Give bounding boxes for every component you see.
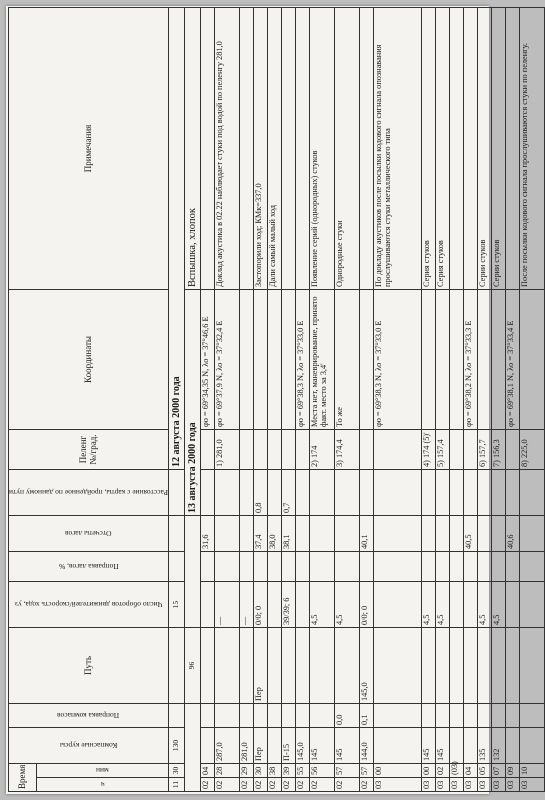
header-hours: ч [37,778,169,792]
log-correction-cell [360,552,374,582]
number-96: 96 [185,628,201,704]
bearing-cell [450,430,464,470]
minute-cell: 30 [254,764,268,778]
rpm-speed-cell: 39/39; 6 [282,582,296,628]
coordinates-cell: φo = 69°38,2 N, λo = 37°33,3 E [464,290,478,430]
log-reading-cell: 40,1 [360,516,374,552]
log-entry-row [506,7,520,791]
distance-cell: 0,7 [282,470,296,516]
header-time: Время [9,764,37,792]
distance-cell [520,470,545,516]
notes-cell: Серия стуков [422,7,436,289]
date-row-13-august [185,7,201,791]
log-correction-cell [374,552,422,582]
log-correction-cell [492,552,506,582]
compass-correction-cell [254,704,268,728]
col-number [169,552,185,582]
compass-course-cell [268,728,282,764]
compass-correction-cell: 0,0 [335,704,360,728]
compass-correction-cell [492,704,506,728]
bearing-cell: 2) 174 [310,430,335,470]
log-entry-row [464,7,478,791]
compass-course-cell: 287,0 [215,728,240,764]
log-correction-cell [464,552,478,582]
log-entry-row [450,7,464,791]
coordinates-cell: φo = 69°34,35 N, λo = 37°46,6 E [201,290,215,430]
coordinates-cell: φo = 69°38,3 N, λo = 37°33,0 E [374,290,422,430]
compass-correction-cell [201,704,215,728]
path-cell [464,628,478,704]
log-correction-cell [506,552,520,582]
notes-cell: Застопорили ход; КМк=337,0 [254,7,268,289]
compass-correction-cell [240,704,254,728]
path-cell [335,628,360,704]
notes-cell: Однородные стуки [335,7,360,289]
hour-cell: 03 [436,778,450,792]
minute-cell: 09 [506,764,520,778]
notes-cell [240,7,254,289]
distance-cell [492,470,506,516]
path-cell [450,628,464,704]
compass-course-cell [520,728,545,764]
compass-course-cell: 144,0 [360,728,374,764]
bearing-cell: 1) 281,0 [215,430,240,470]
distance-cell: 0,8 [254,470,268,516]
log-entry-row [282,7,296,791]
compass-course-cell: П-15 [282,728,296,764]
path-cell [492,628,506,704]
rpm-speed-cell: 4,5 [492,582,506,628]
compass-correction-cell [374,704,422,728]
header-log-correction: Поправка лагов, % [9,552,169,582]
header-compass-correction: Поправка компасов [9,704,169,728]
log-correction-cell [215,552,240,582]
path-cell [240,628,254,704]
col-number: 15 [169,582,185,628]
path-cell [422,628,436,704]
notes-cell: Серия стуков [436,7,450,289]
coordinates-cell [360,290,374,430]
coordinates-cell: Места нет, маневрирование, принято факт. место за 3,4' [310,290,335,430]
log-reading-cell [296,516,310,552]
minute-cell: 56 [310,764,335,778]
minute-cell: 38 [268,764,282,778]
compass-correction-cell [464,704,478,728]
hour-cell: 02 [282,778,296,792]
compass-course-cell: 145,0 [296,728,310,764]
log-entry-row [360,7,374,791]
distance-cell [374,470,422,516]
hour-cell: 03 [450,778,464,792]
log-entry-row [422,7,436,791]
compass-course-cell: 135 [478,728,492,764]
bearing-cell [268,430,282,470]
distance-cell [478,470,492,516]
rpm-speed-cell [268,582,282,628]
event-flash-bang: Вспышка, хлопок [185,7,201,289]
rpm-speed-cell [201,582,215,628]
rpm-speed-cell: 4,5 [436,582,450,628]
rpm-speed-cell: ― [240,582,254,628]
log-correction-cell [268,552,282,582]
log-reading-cell [450,516,464,552]
hour-cell: 02 [201,778,215,792]
path-cell [296,628,310,704]
header-bearing: Пеленг №/град. [9,430,169,470]
notes-cell [506,7,520,289]
header-notes: Примечания [9,7,169,289]
bearing-cell: 4) 174 (5)' [422,430,436,470]
compass-correction-cell [520,704,545,728]
minute-cell: 28 [215,764,240,778]
log-correction-cell [201,552,215,582]
log-reading-cell: 40,5 [464,516,478,552]
log-entry-row [478,7,492,791]
header-log-readings: Отсчеты лагов [9,516,169,552]
hour-cell: 02 [310,778,335,792]
compass-course-cell [374,728,422,764]
bearing-cell [240,430,254,470]
path-cell [215,628,240,704]
col-number: 11 [169,778,185,792]
compass-course-cell: 132 [492,728,506,764]
minute-cell: 29 [240,764,254,778]
notes-cell: После посылки кодового сигнала прослушиваются стуки по пеленгу. [520,7,545,289]
path-cell [436,628,450,704]
log-entry-row [436,7,450,791]
minute-cell: 57 [335,764,360,778]
minute-cell: 57 [360,764,374,778]
rpm-speed-cell: 0/0; 0 [254,582,268,628]
col-number [169,628,185,704]
compass-course-cell [506,728,520,764]
log-correction-cell [436,552,450,582]
bearing-cell [506,430,520,470]
compass-course-cell: 281,0 [240,728,254,764]
path-cell [310,628,335,704]
date-13-august: 13 августа 2000 года [185,290,201,516]
coordinates-cell [254,290,268,430]
log-entry-row [254,7,268,791]
coordinates-cell [436,290,450,430]
log-reading-cell [520,516,545,552]
bearing-cell: 3) 174,4 [335,430,360,470]
log-correction-cell [520,552,545,582]
distance-cell [268,470,282,516]
log-entry-row [310,7,335,791]
rpm-speed-cell [296,582,310,628]
log-correction-cell [478,552,492,582]
notes-cell [360,7,374,289]
coordinates-cell: То же [335,290,360,430]
distance-cell [360,470,374,516]
hour-cell: 03 [464,778,478,792]
log-entry-row [520,7,545,791]
path-cell [506,628,520,704]
notes-cell: По докладу акустиков после посылки кодового сигнала опознавания прослушиваются стуки металлического типа [374,7,422,289]
log-reading-cell: 31,6 [201,516,215,552]
minute-cell: 55 [296,764,310,778]
coordinates-cell [240,290,254,430]
hour-cell: 03 [478,778,492,792]
hour-cell: 02 [268,778,282,792]
log-correction-cell [240,552,254,582]
coordinates-cell [478,290,492,430]
hour-cell: 02 [296,778,310,792]
log-reading-cell [422,516,436,552]
log-entry-row [492,7,506,791]
compass-correction-cell [310,704,335,728]
header-rpm-speed: Число оборотов движителей/скорость хода, уз [9,582,169,628]
rpm-speed-cell: ― [215,582,240,628]
compass-correction-cell: 0,1 [360,704,374,728]
coordinates-cell [282,290,296,430]
bearing-cell: 6) 157,7 [478,430,492,470]
coordinates-cell: φo = 69°37,9 N, λo = 37°32,4 E [215,290,240,430]
path-cell [201,628,215,704]
hour-cell: 02 [240,778,254,792]
notes-cell: Серии стуков [478,7,492,289]
log-reading-cell [436,516,450,552]
bearing-cell: 7) 156,3 [492,430,506,470]
log-correction-cell [254,552,268,582]
bearing-cell [254,430,268,470]
bearing-cell [282,430,296,470]
header-path: Путь [9,628,169,704]
minute-cell: 39 [282,764,296,778]
compass-course-cell: 145 [422,728,436,764]
compass-correction-cell [450,704,464,728]
log-reading-cell [374,516,422,552]
distance-cell [240,470,254,516]
compass-correction-cell [215,704,240,728]
notes-cell [450,7,464,289]
minute-cell: (03) [450,764,464,778]
path-cell [520,628,545,704]
bearing-cell: 8) 225,0 [520,430,545,470]
notes-cell [464,7,478,289]
path-cell [478,628,492,704]
log-reading-cell: 38,1 [282,516,296,552]
log-entry-row [374,7,422,791]
compass-course-cell: 145 [436,728,450,764]
hour-cell: 03 [506,778,520,792]
bearing-cell [201,430,215,470]
col-number [169,470,185,516]
hour-cell: 02 [335,778,360,792]
compass-correction-cell [436,704,450,728]
hour-cell: 03 [374,778,422,792]
log-reading-cell [492,516,506,552]
date-12-august: 12 августа 2000 года [169,7,185,469]
path-cell [268,628,282,704]
compass-correction-cell [506,704,520,728]
log-reading-cell [310,516,335,552]
minute-cell: 10 [520,764,545,778]
log-reading-cell: 40,6 [506,516,520,552]
rpm-speed-cell [464,582,478,628]
distance-cell [296,470,310,516]
notes-cell: Серии стуков [492,7,506,289]
rpm-speed-cell: 4,5 [478,582,492,628]
col-number [169,704,185,728]
log-correction-cell [310,552,335,582]
compass-course-cell [201,728,215,764]
coordinates-cell [450,290,464,430]
minute-cell: 04 [464,764,478,778]
header-distance: Расстояние с карты, пройденное по данному пути [9,470,169,516]
distance-cell [464,470,478,516]
header-compass-course: Компасные курсы [9,728,169,764]
navigation-log-table [8,7,545,792]
col-number: 130 [169,728,185,764]
rpm-speed-cell: 4,5 [310,582,335,628]
compass-course-cell: Пер [254,728,268,764]
compass-correction-cell [268,704,282,728]
hour-cell: 02 [360,778,374,792]
compass-course-cell: 145 [335,728,360,764]
minute-cell: 02 [436,764,450,778]
notes-cell: Доклад акустика в 02.22 наблюдает стуки под водой по пеленгу 281,0 [215,7,240,289]
header-minutes: мин [37,764,169,778]
coordinates-cell [520,290,545,430]
rotated-log-table-container [6,6,529,794]
log-correction-cell [335,552,360,582]
header-coordinates: Координаты [9,290,169,430]
rpm-speed-cell [520,582,545,628]
minute-cell: 07 [492,764,506,778]
compass-correction-cell [296,704,310,728]
compass-course-cell: 145 [310,728,335,764]
hour-cell: 02 [254,778,268,792]
log-entry-row [201,7,215,791]
rpm-speed-cell: 4,5 [422,582,436,628]
log-entry-row [335,7,360,791]
compass-correction-cell [282,704,296,728]
minute-cell: 00 [422,764,436,778]
hour-cell: 03 [520,778,545,792]
notes-cell: Дали самый малый ход [268,7,282,289]
log-reading-cell [240,516,254,552]
compass-course-cell [450,728,464,764]
bearing-cell [296,430,310,470]
compass-correction-cell [478,704,492,728]
coordinates-cell [492,290,506,430]
header-row-1 [9,7,37,791]
hour-cell: 03 [492,778,506,792]
path-cell [282,628,296,704]
coordinates-cell: φo = 69°38,1 N, λo = 37°33,4 E [506,290,520,430]
rpm-speed-cell [450,582,464,628]
rpm-speed-cell [506,582,520,628]
path-cell: 145,0 [360,628,374,704]
log-correction-cell [296,552,310,582]
log-correction-cell [422,552,436,582]
path-cell [374,628,422,704]
log-reading-cell: 37,4 [254,516,268,552]
minute-cell: 00 [374,764,422,778]
coordinates-cell [422,290,436,430]
minute-cell: 04 [201,764,215,778]
notes-cell: Появление серий (однородных) стуков [310,7,335,289]
rpm-speed-cell: 0/0; 0 [360,582,374,628]
compass-correction-cell [422,704,436,728]
notes-cell [296,7,310,289]
notes-cell [201,7,215,289]
col-number: 30 [169,764,185,778]
bearing-cell [464,430,478,470]
notes-cell [282,7,296,289]
log-correction-cell [282,552,296,582]
coordinates-cell [268,290,282,430]
rpm-speed-cell: 4,5 [335,582,360,628]
log-entry-row [240,7,254,791]
distance-cell [335,470,360,516]
distance-cell [506,470,520,516]
hour-cell: 03 [422,778,436,792]
minute-cell: 05 [478,764,492,778]
log-reading-cell: 38,0 [268,516,282,552]
log-entry-row [215,7,240,791]
distance-cell [450,470,464,516]
log-reading-cell [335,516,360,552]
hour-cell: 02 [215,778,240,792]
log-entry-row [268,7,282,791]
log-reading-cell [478,516,492,552]
path-cell: Пер [254,628,268,704]
column-numbering-row [169,7,185,791]
bearing-cell [360,430,374,470]
log-correction-cell [450,552,464,582]
distance-cell [215,470,240,516]
distance-cell [201,470,215,516]
bearing-cell: 5) 157,4 [436,430,450,470]
log-entry-row [296,7,310,791]
log-reading-cell [215,516,240,552]
distance-cell [422,470,436,516]
rpm-speed-cell [374,582,422,628]
col-number [169,516,185,552]
document-page [6,6,529,794]
coordinates-cell: φo = 69°38,3 N, λo = 37°33,0 E [296,290,310,430]
bearing-cell [374,430,422,470]
distance-cell [436,470,450,516]
distance-cell [310,470,335,516]
compass-course-cell [464,728,478,764]
